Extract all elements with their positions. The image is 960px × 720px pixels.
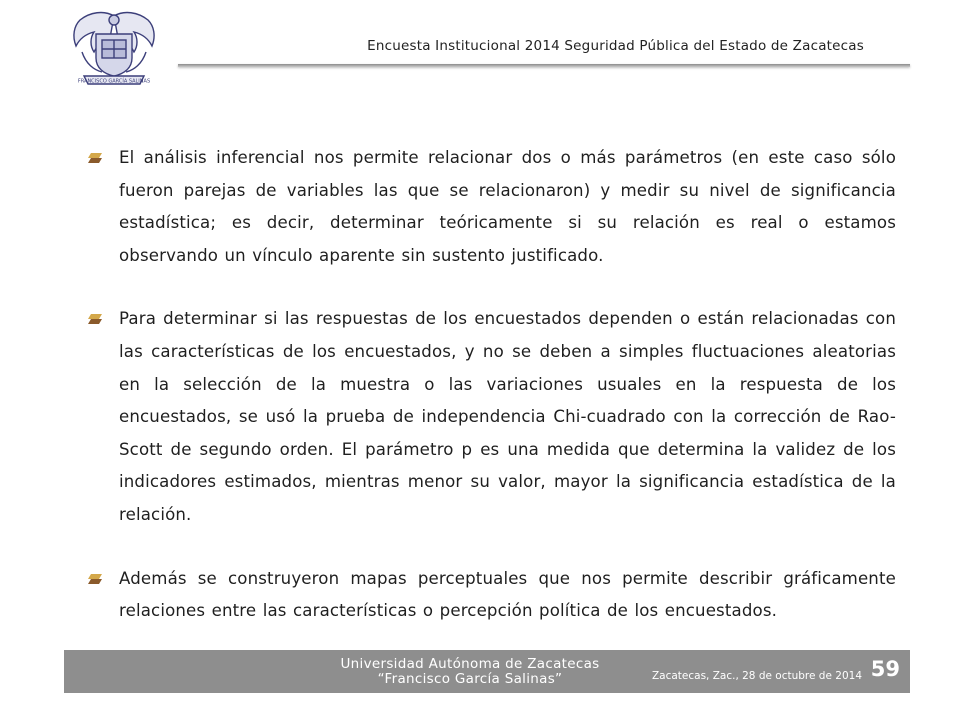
logo-banner-text: FRANCISCO GARCÍA SALINAS [77,78,151,85]
square-bullet-icon [88,153,102,163]
header-divider [178,64,910,67]
footer-bar [64,650,910,693]
crest-icon [68,8,160,94]
university-logo [68,8,160,94]
bullet-text-3: Además se construyeron mapas perceptuales que nos permite describir gráficamente relaciones entre las características o percepción política de los encuestados. [119,568,896,621]
bullet-item-2 [88,303,896,531]
content-area [88,142,896,628]
footer-university-subtitle: “Francisco García Salinas” [377,671,563,687]
footer-university [300,657,640,687]
square-bullet-icon [88,574,102,584]
header-title: Encuesta Institucional 2014 Seguridad Pública del Estado de Zacatecas [367,38,864,54]
square-bullet-icon [88,314,102,324]
bullet-item-3 [88,563,896,628]
footer-date: Zacatecas, Zac., 28 de octubre de 2014 [651,670,862,682]
bullet-text-2: Para determinar si las respuestas de los encuestados dependen o están relacionadas con las características de los encuestados, y no se deben a simples fluctuaciones aleatorias en la selección de la muestra o las variaciones usuales en la respuesta de los encuestados, se usó la prueba de independencia Chi-cuadrado con la corrección de Rao-Scott de segundo orden. El parámetro p es una medida que determina la validez de los indicadores estimados, mientras menor su valor, mayor la significancia estadística de la relación. [119,309,896,524]
bullet-text-1: El análisis inferencial nos permite relacionar dos o más parámetros (en este caso sólo fueron parejas de variables las que se relacionaron) y medir su nivel de significancia estadística; es decir, determinar teóricamente si su relación es real o estamos observando un vínculo aparente sin sustento justificado. [119,148,896,265]
page-number: 59 [870,657,900,681]
footer-university-name: Universidad Autónoma de Zacatecas [340,656,600,672]
bullet-item-1 [88,142,896,272]
